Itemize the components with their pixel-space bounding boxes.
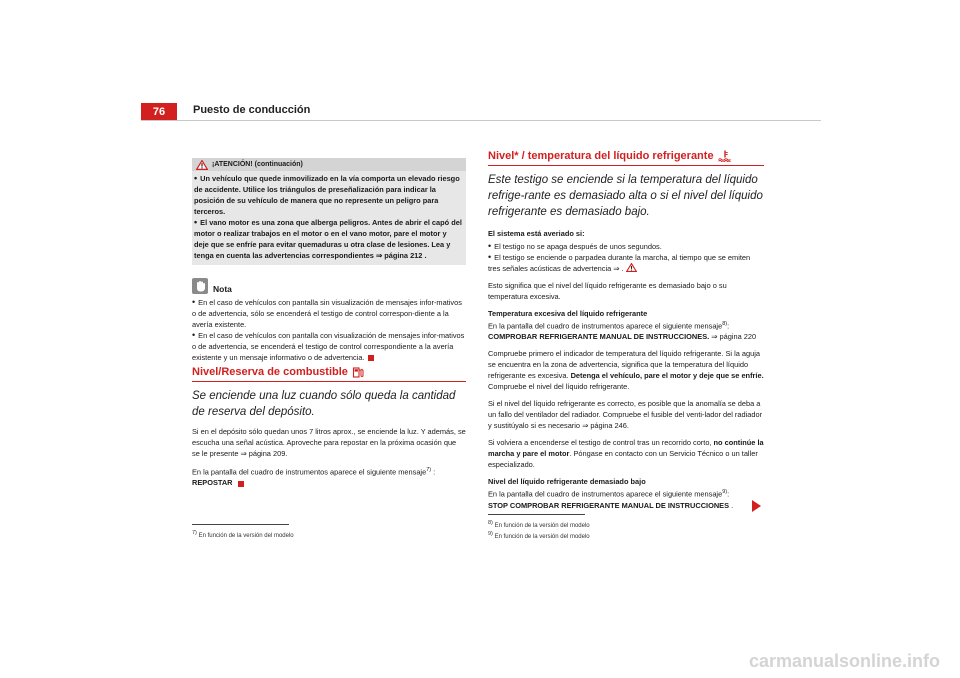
footnote: $^{9)}$ En función de la versión del modelo: [488, 531, 590, 540]
watermark: carmanualsonline.info: [748, 651, 940, 671]
subheading: El sistema está averiado si:: [488, 229, 585, 238]
display-message: COMPROBAR REFRIGERANTE MANUAL DE INSTRUCCIONES.: [488, 332, 710, 342]
list-item: • El testigo no se apaga después de unos segundos.: [488, 241, 662, 251]
note-item: • En el caso de vehículos con pantalla sin visualización de mensajes infor-mativos o de advertencia, sólo se encenderá el testigo de control correspon-diente a la avería existente.: [192, 297, 462, 329]
warning-triangle-icon: [626, 263, 637, 272]
page-number: 76: [141, 103, 177, 120]
coolant-section: [488, 150, 764, 517]
section-divider: [192, 381, 466, 382]
paragraph: Si el nivel del líquido refrigerante es correcto, es posible que la anomalía se deba a un fallo del ventilador del radiador. Compruebe el fusible del venti-lador del radiador y sustitúyalo si es necesario ⇒ página 246.: [488, 399, 763, 431]
warning-title: ¡ATENCIÓN! (continuación): [212, 161, 303, 168]
footnote: $^{7)}$ En función de la versión del modelo: [192, 530, 294, 539]
warning-header: [192, 158, 466, 171]
header-divider: [141, 120, 821, 121]
display-message: STOP COMPROBAR REFRIGERANTE MANUAL DE INSTRUCCIONES: [488, 500, 730, 510]
fuel-pump-icon: [352, 366, 364, 378]
paragraph: En la pantalla del cuadro de instrumentos aparece el siguiente mensaje$^{8)}$: COMPROBAR REFRIGERANTE MANUAL DE INSTRUCCIONES. ⇒ página 220: [488, 321, 757, 342]
paragraph: Esto significa que el nivel del líquido refrigerante es demasiado bajo o su temperatura excesiva.: [488, 281, 727, 301]
section-title: Nivel* / temperatura del líquido refrigerante: [488, 150, 764, 162]
list-item: • El testigo se enciende o parpadea durante la marcha, al tiempo que se emiten tres señales acústicas de advertencia ⇒ .: [488, 252, 751, 273]
note-section: [192, 276, 466, 363]
note-hand-icon: [192, 278, 208, 294]
paragraph: Si en el depósito sólo quedan unos 7 litros aprox., se enciende la luz. Y además, se escucha una señal acústica. Aproveche para repostar en la próxima ocasión que se le presente ⇒ página 209.: [192, 427, 466, 458]
next-page-arrow-icon: [752, 500, 761, 512]
section-divider: [488, 165, 764, 166]
section-title: Nivel/Reserva de combustible: [192, 366, 466, 378]
warning-item: • El vano motor es una zona que alberga peligros. Antes de abrir el capó del motor o realizar trabajos en el motor o en el vano motor, pare el motor y deje que se enfríe para evitar quemaduras u otra clase de lesiones. Lea y tenga en cuenta las advertencias correspondientes ⇒ página 212 .: [194, 217, 462, 260]
end-marker-icon: [238, 481, 244, 487]
paragraph: Compruebe primero el indicador de temperatura del líquido refrigerante. Si la aguja se encuentra en la zona de advertencia, significa que la temperatura del líquido refrigerante es excesiva. Detenga el vehículo, pare el motor y deje que se enfríe. Compruebe el nivel del líquido refrigerante.: [488, 349, 764, 392]
subheading: Nivel del líquido refrigerante demasiado bajo: [488, 477, 646, 487]
warning-item: • Un vehículo que quede inmovilizado en la vía comporta un elevado riesgo de accidente. Utilice los triángulos de preseñalización para indicar la posición de su vehículo de manera que no represente un peligro para terceros.: [194, 173, 460, 216]
footnote: $^{8)}$ En función de la versión del modelo: [488, 520, 590, 529]
footnote-divider: [488, 514, 585, 515]
footnote-divider: [192, 524, 289, 525]
end-marker-icon: [368, 355, 374, 361]
paragraph: En la pantalla del cuadro de instrumentos aparece el siguiente mensaje$^{7)}$ : REPOSTAR: [192, 467, 436, 488]
note-item: • En el caso de vehículos con pantalla con visualización de mensajes infor-mativos o de advertencia, se encenderá el testigo de control correspondiente a la avería existente y un mensaje informativo o de advertencia.: [192, 330, 465, 362]
coolant-temperature-icon: [718, 150, 732, 162]
display-message: REPOSTAR: [192, 478, 233, 488]
section-lead: Este testigo se enciende si la temperatura del líquido refrige-rante es demasiado alta o si el nivel del líquido refrigerante es demasiado bajo.: [488, 174, 763, 218]
paragraph: Si volviera a encenderse el testigo de control tras un recorrido corto, no continúe la marcha y pare el motor. Póngase en contacto con un Servicio Técnico o un taller especializado.: [488, 438, 764, 470]
subheading: Temperatura excesiva del líquido refrigerante: [488, 309, 648, 318]
warning-box: [192, 158, 466, 265]
page-header-title: Puesto de conducción: [193, 104, 311, 116]
section-lead: Se enciende una luz cuando sólo queda la cantidad de reserva del depósito.: [192, 390, 456, 418]
footnotes: [488, 519, 590, 541]
note-label: Nota: [213, 284, 232, 294]
fuel-section: [192, 366, 466, 488]
paragraph: En la pantalla del cuadro de instrumentos aparece el siguiente mensaje$^{9)}$: STOP COMPROBAR REFRIGERANTE MANUAL DE INSTRUCCIONES .: [488, 489, 734, 510]
warning-triangle-icon: [196, 160, 208, 170]
